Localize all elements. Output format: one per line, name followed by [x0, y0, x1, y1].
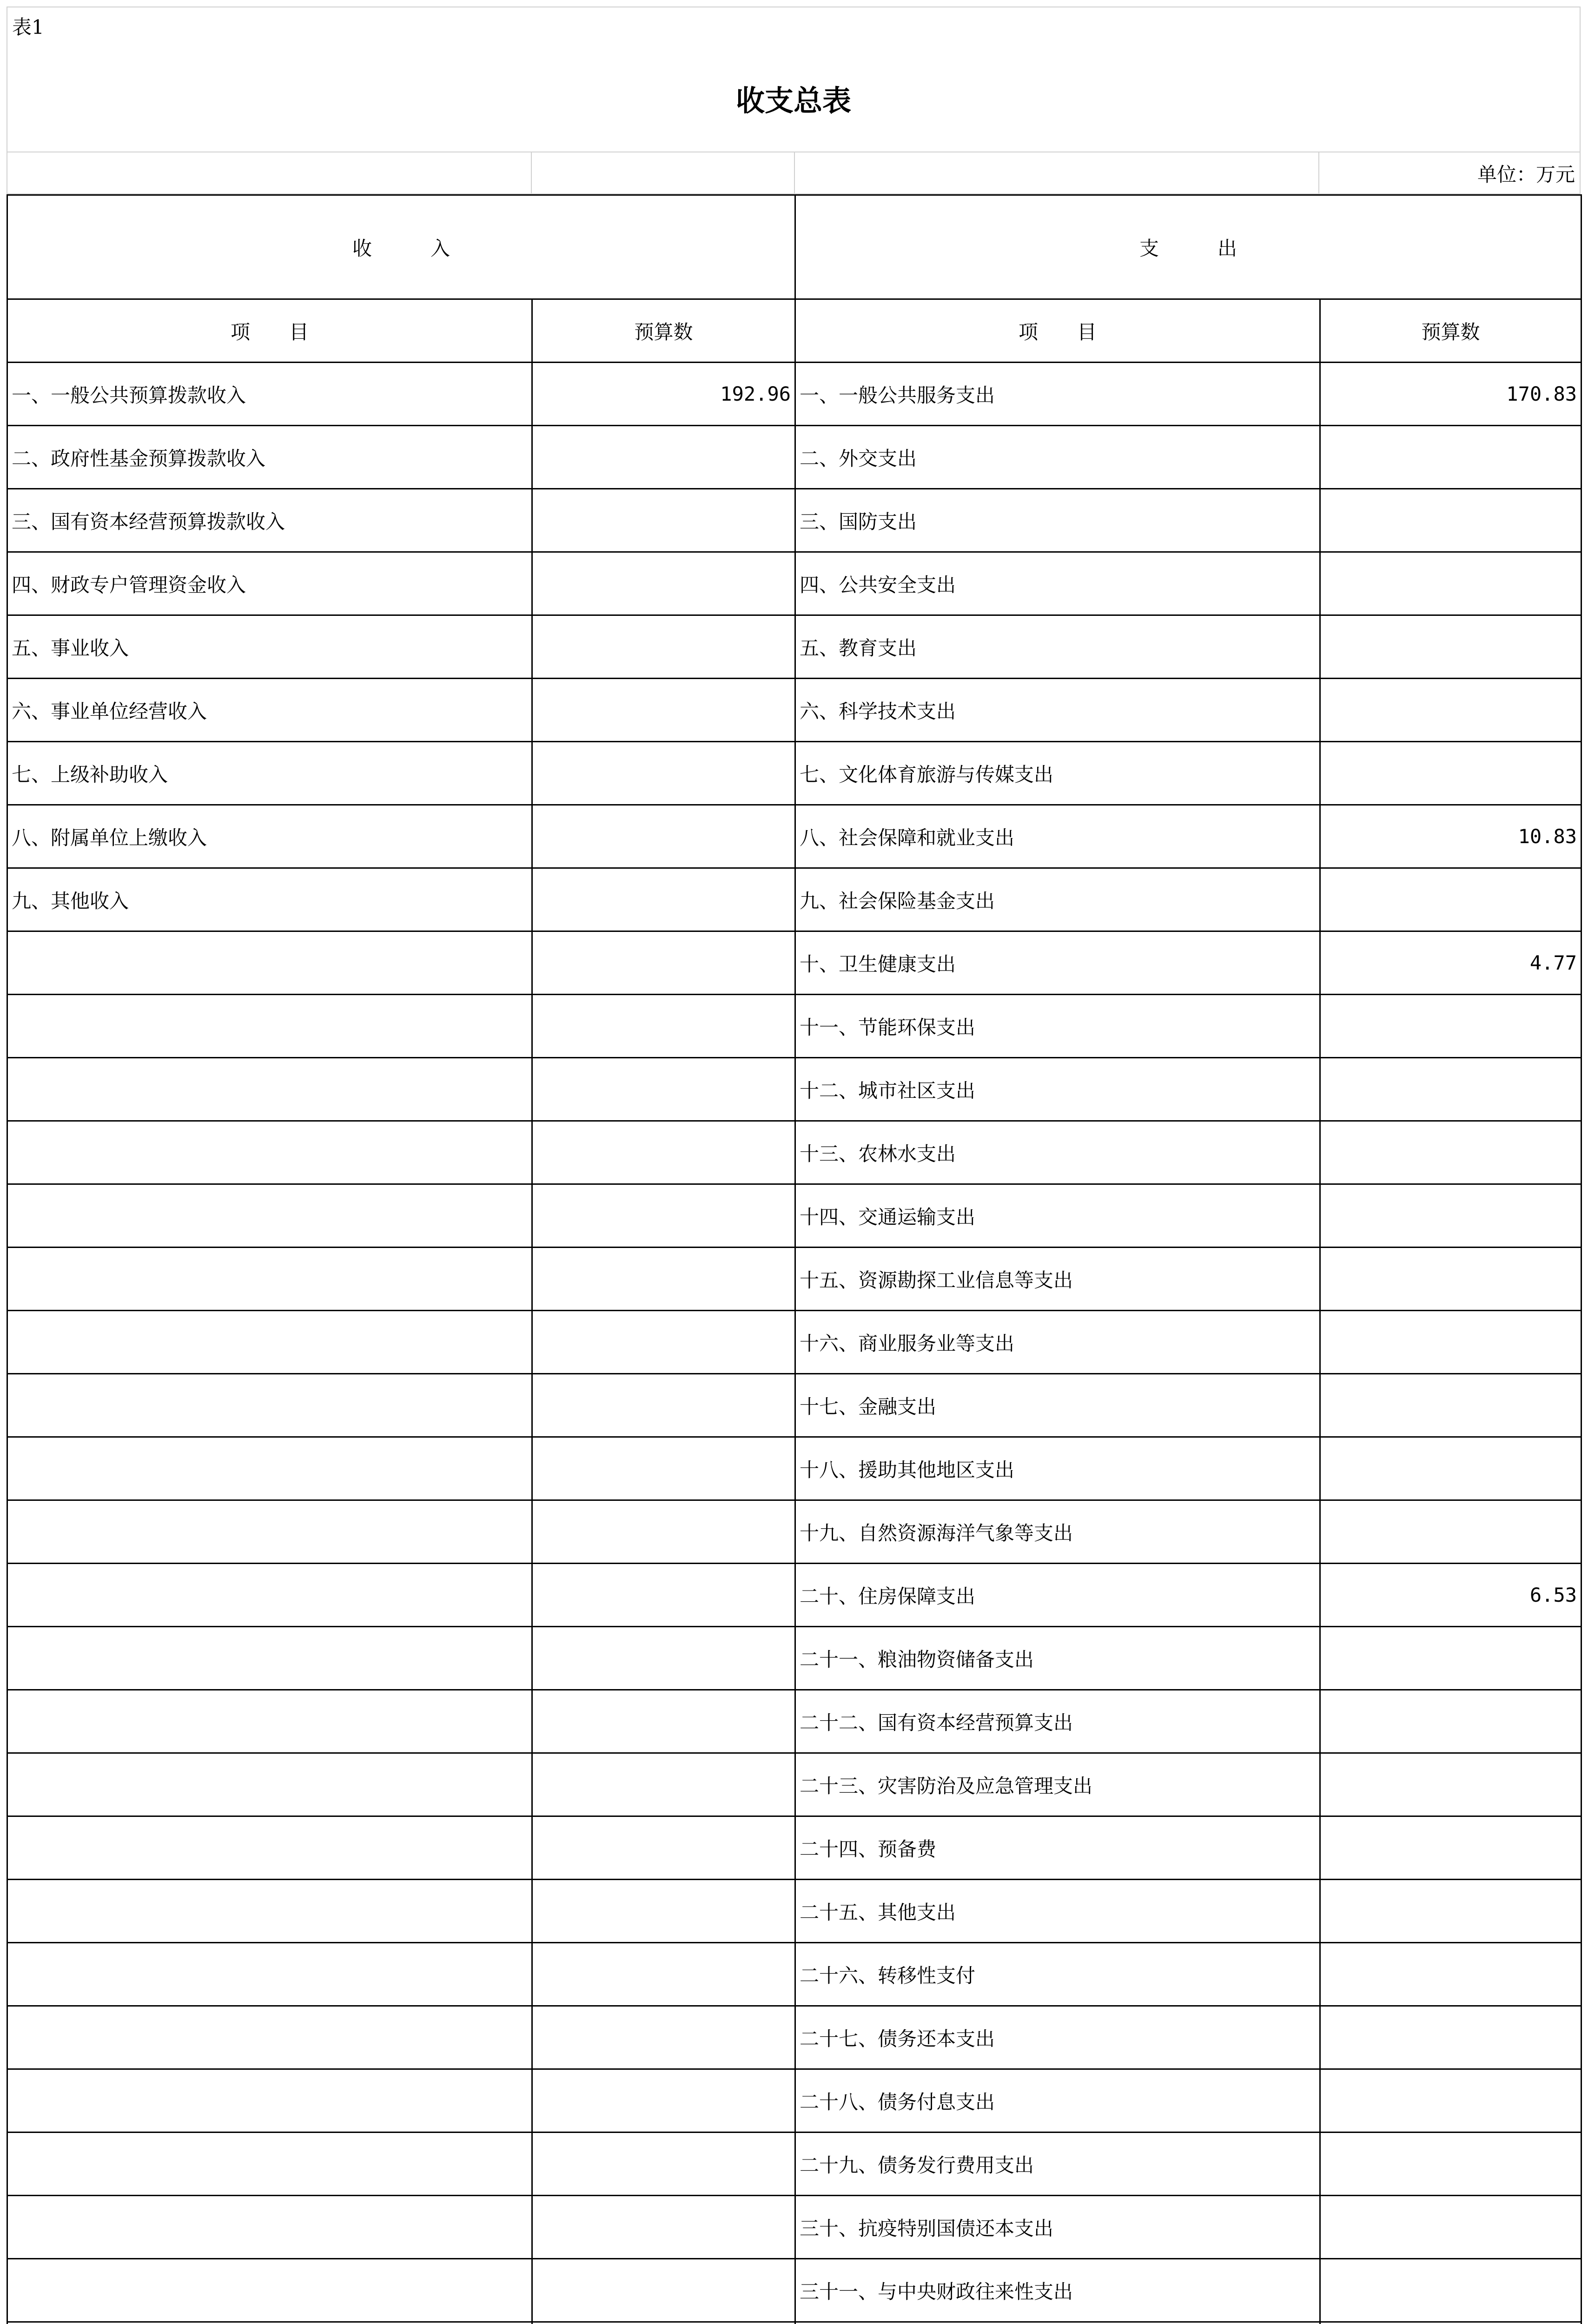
- income-item-cell: [7, 1184, 532, 1248]
- income-value-cell: [532, 995, 795, 1058]
- expense-value-cell: [1320, 1121, 1581, 1184]
- table-row: [7, 1374, 1581, 1437]
- expense-item-cell: 十四、交通运输支出: [795, 1184, 1320, 1248]
- income-value-cell: [532, 489, 795, 552]
- expense-budget-header: 预算数: [1320, 299, 1581, 363]
- expense-value-cell: [1320, 615, 1581, 679]
- expense-value-cell: 6.53: [1320, 1564, 1581, 1627]
- table-row: [7, 1943, 1581, 2006]
- expense-value-cell: [1320, 1248, 1581, 1311]
- expense-item-cell: 八、社会保障和就业支出: [795, 805, 1320, 868]
- income-item-cell: 六、事业单位经营收入: [7, 679, 532, 742]
- table-row: [7, 2259, 1581, 2322]
- income-item-cell: [7, 2006, 532, 2069]
- income-item-cell: 三、国有资本经营预算拨款收入: [7, 489, 532, 552]
- expense-value-cell: [1320, 868, 1581, 931]
- income-value-cell: [532, 615, 795, 679]
- expense-value-cell: [1320, 1880, 1581, 1943]
- expense-item-cell: 三、国防支出: [795, 489, 1320, 552]
- column-header-row: [7, 299, 1581, 363]
- expense-item-cell: 四、公共安全支出: [795, 552, 1320, 615]
- blank-cell: [795, 152, 1319, 194]
- table-row: [7, 1564, 1581, 1627]
- table-row: [7, 1248, 1581, 1311]
- table-row: [7, 552, 1581, 615]
- unit-label: 单位：万元: [1319, 152, 1581, 194]
- expense-value-cell: [1320, 1374, 1581, 1437]
- expense-value-cell: [1320, 2069, 1581, 2133]
- income-value-cell: [532, 1943, 795, 2006]
- table-row: [7, 1121, 1581, 1184]
- income-value-cell: [532, 679, 795, 742]
- expense-value-cell: [1320, 679, 1581, 742]
- table-row: [7, 742, 1581, 805]
- expense-item-cell: 二十、住房保障支出: [795, 1564, 1320, 1627]
- year-expense-value: [1320, 2322, 1581, 2324]
- income-value-cell: [532, 1564, 795, 1627]
- expense-item-cell: 十、卫生健康支出: [795, 931, 1320, 995]
- income-item-cell: [7, 2133, 532, 2196]
- income-item-cell: [7, 2196, 532, 2259]
- expense-value-cell: [1320, 2259, 1581, 2322]
- income-section-header: 收 入: [7, 195, 795, 299]
- expense-item-cell: 九、社会保险基金支出: [795, 868, 1320, 931]
- table-row: [7, 363, 1581, 426]
- expense-item-cell: 二十八、债务付息支出: [795, 2069, 1320, 2133]
- table-row: [7, 868, 1581, 931]
- table-row: [7, 2196, 1581, 2259]
- table-row: [7, 2133, 1581, 2196]
- expense-value-cell: [1320, 1690, 1581, 1753]
- income-value-cell: [532, 1500, 795, 1564]
- expense-item-cell: 二十一、粮油物资储备支出: [795, 1627, 1320, 1690]
- page-title: 收支总表: [7, 45, 1581, 152]
- expense-item-cell: 十六、商业服务业等支出: [795, 1311, 1320, 1374]
- table-row: [7, 2069, 1581, 2133]
- table-row: [7, 1184, 1581, 1248]
- table-row: [7, 805, 1581, 868]
- income-value-cell: [532, 805, 795, 868]
- table-row: [7, 1311, 1581, 1374]
- income-item-cell: 七、上级补助收入: [7, 742, 532, 805]
- expense-value-cell: [1320, 1184, 1581, 1248]
- table-row: [7, 1880, 1581, 1943]
- table-row: [7, 426, 1581, 489]
- income-value-cell: [532, 1437, 795, 1500]
- expense-value-cell: [1320, 2133, 1581, 2196]
- income-value-cell: [532, 1184, 795, 1248]
- income-value-cell: [532, 1311, 795, 1374]
- expense-value-cell: [1320, 552, 1581, 615]
- expense-value-cell: [1320, 426, 1581, 489]
- income-value-cell: [532, 426, 795, 489]
- expense-item-cell: 二十四、预备费: [795, 1816, 1320, 1880]
- expense-section-header: 支 出: [795, 195, 1581, 299]
- blank-cell: [532, 152, 795, 194]
- income-value-cell: [532, 1816, 795, 1880]
- income-item-cell: [7, 1058, 532, 1121]
- income-item-cell: [7, 1437, 532, 1500]
- expense-value-cell: [1320, 1058, 1581, 1121]
- expense-value-cell: [1320, 1816, 1581, 1880]
- year-expense-label: [795, 2322, 1320, 2324]
- income-item-cell: [7, 1816, 532, 1880]
- income-item-cell: [7, 2069, 532, 2133]
- income-item-cell: 九、其他收入: [7, 868, 532, 931]
- section-header-row: [7, 195, 1581, 299]
- table-row: [7, 1058, 1581, 1121]
- expense-item-cell: 一、一般公共服务支出: [795, 363, 1320, 426]
- expense-value-cell: [1320, 1943, 1581, 2006]
- table-row: [7, 2006, 1581, 2069]
- income-item-cell: [7, 1753, 532, 1816]
- income-value-cell: [532, 931, 795, 995]
- table-row: [7, 679, 1581, 742]
- expense-value-cell: [1320, 1627, 1581, 1690]
- income-item-cell: [7, 1943, 532, 2006]
- income-item-cell: 一、一般公共预算拨款收入: [7, 363, 532, 426]
- expense-value-cell: [1320, 995, 1581, 1058]
- expense-value-cell: [1320, 1500, 1581, 1564]
- income-item-cell: [7, 1627, 532, 1690]
- income-value-cell: [532, 1627, 795, 1690]
- income-value-cell: [532, 1690, 795, 1753]
- income-budget-header: 预算数: [532, 299, 795, 363]
- income-item-cell: [7, 1880, 532, 1943]
- expense-value-cell: [1320, 2006, 1581, 2069]
- income-value-cell: [532, 1374, 795, 1437]
- table-row: [7, 1816, 1581, 1880]
- expense-item-cell: 十三、农林水支出: [795, 1121, 1320, 1184]
- income-item-cell: [7, 1564, 532, 1627]
- expense-item-cell: 二十九、债务发行费用支出: [795, 2133, 1320, 2196]
- income-value-cell: [532, 2006, 795, 2069]
- expense-value-cell: [1320, 1311, 1581, 1374]
- table-row: [7, 995, 1581, 1058]
- expense-value-cell: 170.83: [1320, 363, 1581, 426]
- income-item-cell: 二、政府性基金预算拨款收入: [7, 426, 532, 489]
- expense-value-cell: [1320, 489, 1581, 552]
- expense-item-cell: 十五、资源勘探工业信息等支出: [795, 1248, 1320, 1311]
- spreadsheet: [7, 7, 1581, 2324]
- year-income-label: [7, 2322, 532, 2324]
- table-row: [7, 1437, 1581, 1500]
- income-item-cell: [7, 931, 532, 995]
- expense-value-cell: [1320, 1753, 1581, 1816]
- budget-table: [7, 194, 1582, 2324]
- income-value-cell: [532, 2196, 795, 2259]
- expense-item-cell: 三十、抗疫特别国债还本支出: [795, 2196, 1320, 2259]
- expense-item-cell: 十九、自然资源海洋气象等支出: [795, 1500, 1320, 1564]
- income-value-cell: [532, 1248, 795, 1311]
- expense-value-cell: 10.83: [1320, 805, 1581, 868]
- income-item-cell: [7, 1248, 532, 1311]
- expense-item-cell: 二十三、灾害防治及应急管理支出: [795, 1753, 1320, 1816]
- year-income-value: [532, 2322, 795, 2324]
- income-item-cell: 四、财政专户管理资金收入: [7, 552, 532, 615]
- expense-item-cell: 二十二、国有资本经营预算支出: [795, 1690, 1320, 1753]
- expense-item-cell: 十一、节能环保支出: [795, 995, 1320, 1058]
- expense-item-cell: 七、文化体育旅游与传媒支出: [795, 742, 1320, 805]
- expense-item-cell: 二十五、其他支出: [795, 1880, 1320, 1943]
- income-value-cell: [532, 1753, 795, 1816]
- income-item-cell: [7, 1311, 532, 1374]
- expense-item-cell: 六、科学技术支出: [795, 679, 1320, 742]
- income-value-cell: [532, 2259, 795, 2322]
- table-row: [7, 1500, 1581, 1564]
- income-item-cell: [7, 995, 532, 1058]
- income-value-cell: [532, 2069, 795, 2133]
- table-row: [7, 931, 1581, 995]
- income-item-cell: [7, 1121, 532, 1184]
- income-value-cell: [532, 2133, 795, 2196]
- expense-item-header: 项 目: [795, 299, 1320, 363]
- income-item-header: 项 目: [7, 299, 532, 363]
- income-item-cell: [7, 1690, 532, 1753]
- table-row: [7, 1690, 1581, 1753]
- income-value-cell: [532, 1121, 795, 1184]
- expense-item-cell: 二十七、债务还本支出: [795, 2006, 1320, 2069]
- income-item-cell: 五、事业收入: [7, 615, 532, 679]
- income-value-cell: [532, 552, 795, 615]
- unit-row: [7, 152, 1581, 194]
- expense-item-cell: 三十一、与中央财政往来性支出: [795, 2259, 1320, 2322]
- income-item-cell: [7, 1374, 532, 1437]
- year-total-row: [7, 2322, 1581, 2324]
- expense-value-cell: [1320, 742, 1581, 805]
- expense-value-cell: 4.77: [1320, 931, 1581, 995]
- expense-item-cell: 五、教育支出: [795, 615, 1320, 679]
- table-row: [7, 1753, 1581, 1816]
- expense-item-cell: 二、外交支出: [795, 426, 1320, 489]
- table-row: [7, 615, 1581, 679]
- sheet-tag: 表1: [7, 7, 1581, 45]
- expense-value-cell: [1320, 1437, 1581, 1500]
- income-item-cell: 八、附属单位上缴收入: [7, 805, 532, 868]
- income-value-cell: 192.96: [532, 363, 795, 426]
- blank-cell: [7, 152, 532, 194]
- income-value-cell: [532, 742, 795, 805]
- expense-item-cell: 十二、城市社区支出: [795, 1058, 1320, 1121]
- table-row: [7, 489, 1581, 552]
- income-value-cell: [532, 1058, 795, 1121]
- expense-value-cell: [1320, 2196, 1581, 2259]
- income-item-cell: [7, 1500, 532, 1564]
- income-value-cell: [532, 868, 795, 931]
- expense-item-cell: 二十六、转移性支付: [795, 1943, 1320, 2006]
- expense-item-cell: 十八、援助其他地区支出: [795, 1437, 1320, 1500]
- income-item-cell: [7, 2259, 532, 2322]
- table-row: [7, 1627, 1581, 1690]
- expense-item-cell: 十七、金融支出: [795, 1374, 1320, 1437]
- income-value-cell: [532, 1880, 795, 1943]
